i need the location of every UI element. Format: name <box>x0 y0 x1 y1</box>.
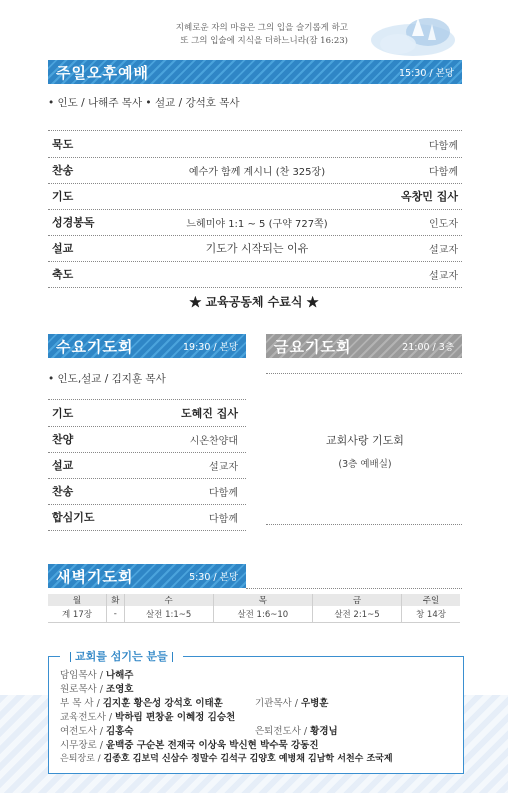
staff-line <box>60 681 133 695</box>
order-row <box>52 188 458 204</box>
friday-program-place: (3층 예배실) <box>338 459 392 470</box>
divider <box>48 452 246 453</box>
order-row <box>52 162 458 178</box>
divider <box>48 261 462 262</box>
order-label: 설교 <box>52 459 74 472</box>
staff-role: 은퇴전도사 / <box>255 726 311 737</box>
order-label: 기도 <box>52 407 74 420</box>
staff-role: 시무장로 / <box>60 740 106 751</box>
dawn-service-time: 5:30 / 본당 <box>189 572 238 583</box>
order-row <box>52 136 458 152</box>
order-person: 다함께 <box>209 487 238 499</box>
order-row <box>52 405 238 421</box>
sunday-service-title: 주일오후예배 <box>56 63 149 82</box>
order-row <box>52 240 458 256</box>
order-person: 설교자 <box>429 270 458 282</box>
order-person: 도혜진 집사 <box>181 407 238 420</box>
table-cell: 살전 1:6~10 <box>213 606 312 622</box>
order-label: 합심기도 <box>52 511 95 524</box>
table-cell: 창 14장 <box>401 606 460 622</box>
staff-role: 담임목사 / <box>60 670 106 681</box>
divider <box>48 235 462 236</box>
sunday-service-time: 15:30 / 본당 <box>399 68 454 79</box>
staff-line <box>60 667 133 681</box>
sunday-service-header <box>48 60 462 84</box>
divider <box>48 504 246 505</box>
order-person: 시온찬양대 <box>189 435 238 447</box>
staff-line <box>60 751 393 764</box>
staff-role: 기관목사 / <box>255 698 301 709</box>
sermon-title: 기도가 시작되는 이유 <box>205 242 309 255</box>
divider <box>266 373 462 374</box>
divider <box>48 130 462 131</box>
staff-names: 김종호 김보덕 신삼수 정말수 김석구 김양호 예병채 김남학 서천수 조국제 <box>103 754 393 764</box>
table-cell: 계 17장 <box>48 606 106 622</box>
sunday-leaders: • 인도 / 나해주 목사 • 설교 / 강석호 목사 <box>48 97 240 109</box>
order-person: 설교자 <box>209 461 238 473</box>
verse-line-2: 또 그의 입술에 지식을 더하느니라(잠 16:23) <box>180 36 348 46</box>
staff-title-text: 교회를 섬기는 분들 <box>75 650 168 663</box>
staff-names: 김지훈 황은성 강석호 이태훈 <box>102 698 223 709</box>
table-header: 목 <box>213 594 312 606</box>
watercolor-splash-icon <box>358 10 468 60</box>
staff-names: 박하림 편창윤 이혜정 김승천 <box>115 712 236 723</box>
staff-line <box>255 723 338 737</box>
graduation-notice: ★ 교육공동체 수료식 ★ <box>189 295 319 309</box>
friday-program <box>270 432 460 470</box>
divider <box>246 588 462 589</box>
staff-role: 여전도사 / <box>60 726 106 737</box>
staff-names: 조영호 <box>105 684 134 695</box>
staff-role: 부 목 사 / <box>60 698 103 709</box>
order-label: 묵도 <box>52 138 74 151</box>
verse-line-1: 지혜로운 자의 마음은 그의 입을 슬기롭게 하고 <box>175 23 348 33</box>
table-header: 화 <box>106 594 124 606</box>
order-label: 찬송 <box>52 164 74 177</box>
friday-service-time: 21:00 / 3층 <box>402 342 454 353</box>
friday-program-title: 교회사랑 기도회 <box>326 434 404 447</box>
staff-role: 교육전도사 / <box>60 712 116 723</box>
staff-line <box>60 709 235 723</box>
header-verse <box>78 22 348 48</box>
staff-names: 황경님 <box>310 726 338 737</box>
order-label: 찬양 <box>52 433 74 446</box>
dawn-scripture-table <box>48 594 460 623</box>
staff-title <box>60 648 183 664</box>
order-person: 다함께 <box>429 140 458 152</box>
divider <box>48 157 462 158</box>
wednesday-service-time: 19:30 / 본당 <box>183 342 238 353</box>
table-cell: - <box>106 606 124 622</box>
staff-line <box>60 737 319 751</box>
order-row <box>52 214 458 230</box>
order-label: 성경봉독 <box>52 216 95 229</box>
divider <box>48 478 246 479</box>
order-person: 인도자 <box>429 218 458 230</box>
table-header: 주일 <box>401 594 460 606</box>
order-row <box>52 266 458 282</box>
order-row <box>52 483 238 499</box>
order-label: 축도 <box>52 268 74 281</box>
divider <box>48 426 246 427</box>
order-person: 옥창민 집사 <box>401 190 458 203</box>
divider <box>48 287 462 288</box>
title-bar-left <box>70 652 71 662</box>
friday-service-title: 금요기도회 <box>274 337 352 356</box>
wednesday-service-title: 수요기도회 <box>56 337 134 356</box>
table-header: 수 <box>124 594 213 606</box>
order-content: 예수가 함께 계시니 (찬 325장) <box>188 166 326 178</box>
order-person: 설교자 <box>429 244 458 256</box>
order-content: 느헤미야 1:1 ~ 5 (구약 727쪽) <box>186 218 328 230</box>
order-row <box>52 457 238 473</box>
dawn-service-header <box>48 564 246 588</box>
divider <box>48 209 462 210</box>
wednesday-service-header <box>48 334 246 358</box>
title-bar-right <box>172 652 173 662</box>
divider <box>48 530 246 531</box>
table-cell: 살전 1:1~5 <box>124 606 213 622</box>
order-person: 다함께 <box>209 513 238 525</box>
staff-role: 은퇴장로 / <box>60 754 104 764</box>
staff-names: 윤백중 구순본 전재국 이상욱 박신현 박수묵 강동진 <box>105 740 319 751</box>
divider <box>48 399 246 400</box>
staff-line <box>60 723 133 737</box>
table-header-row <box>48 594 460 606</box>
table-header: 금 <box>313 594 402 606</box>
friday-service-header <box>266 334 462 358</box>
divider <box>48 183 462 184</box>
order-label: 찬송 <box>52 485 74 498</box>
divider <box>266 524 462 525</box>
order-label: 기도 <box>52 190 74 203</box>
table-cell: 살전 2:1~5 <box>313 606 402 622</box>
dawn-service-title: 새벽기도회 <box>56 567 134 586</box>
table-header: 월 <box>48 594 106 606</box>
staff-names: 우병훈 <box>300 698 329 709</box>
wednesday-leaders: • 인도,설교 / 김지훈 목사 <box>48 373 166 385</box>
staff-names: 나해주 <box>105 670 134 681</box>
order-row <box>52 431 238 447</box>
staff-role: 원로목사 / <box>60 684 106 695</box>
staff-line <box>60 695 223 709</box>
order-label: 설교 <box>52 242 74 255</box>
table-row <box>48 606 460 622</box>
order-row <box>52 509 238 525</box>
staff-line <box>255 695 328 709</box>
order-person: 다함께 <box>429 166 458 178</box>
staff-names: 김홍숙 <box>105 726 134 737</box>
